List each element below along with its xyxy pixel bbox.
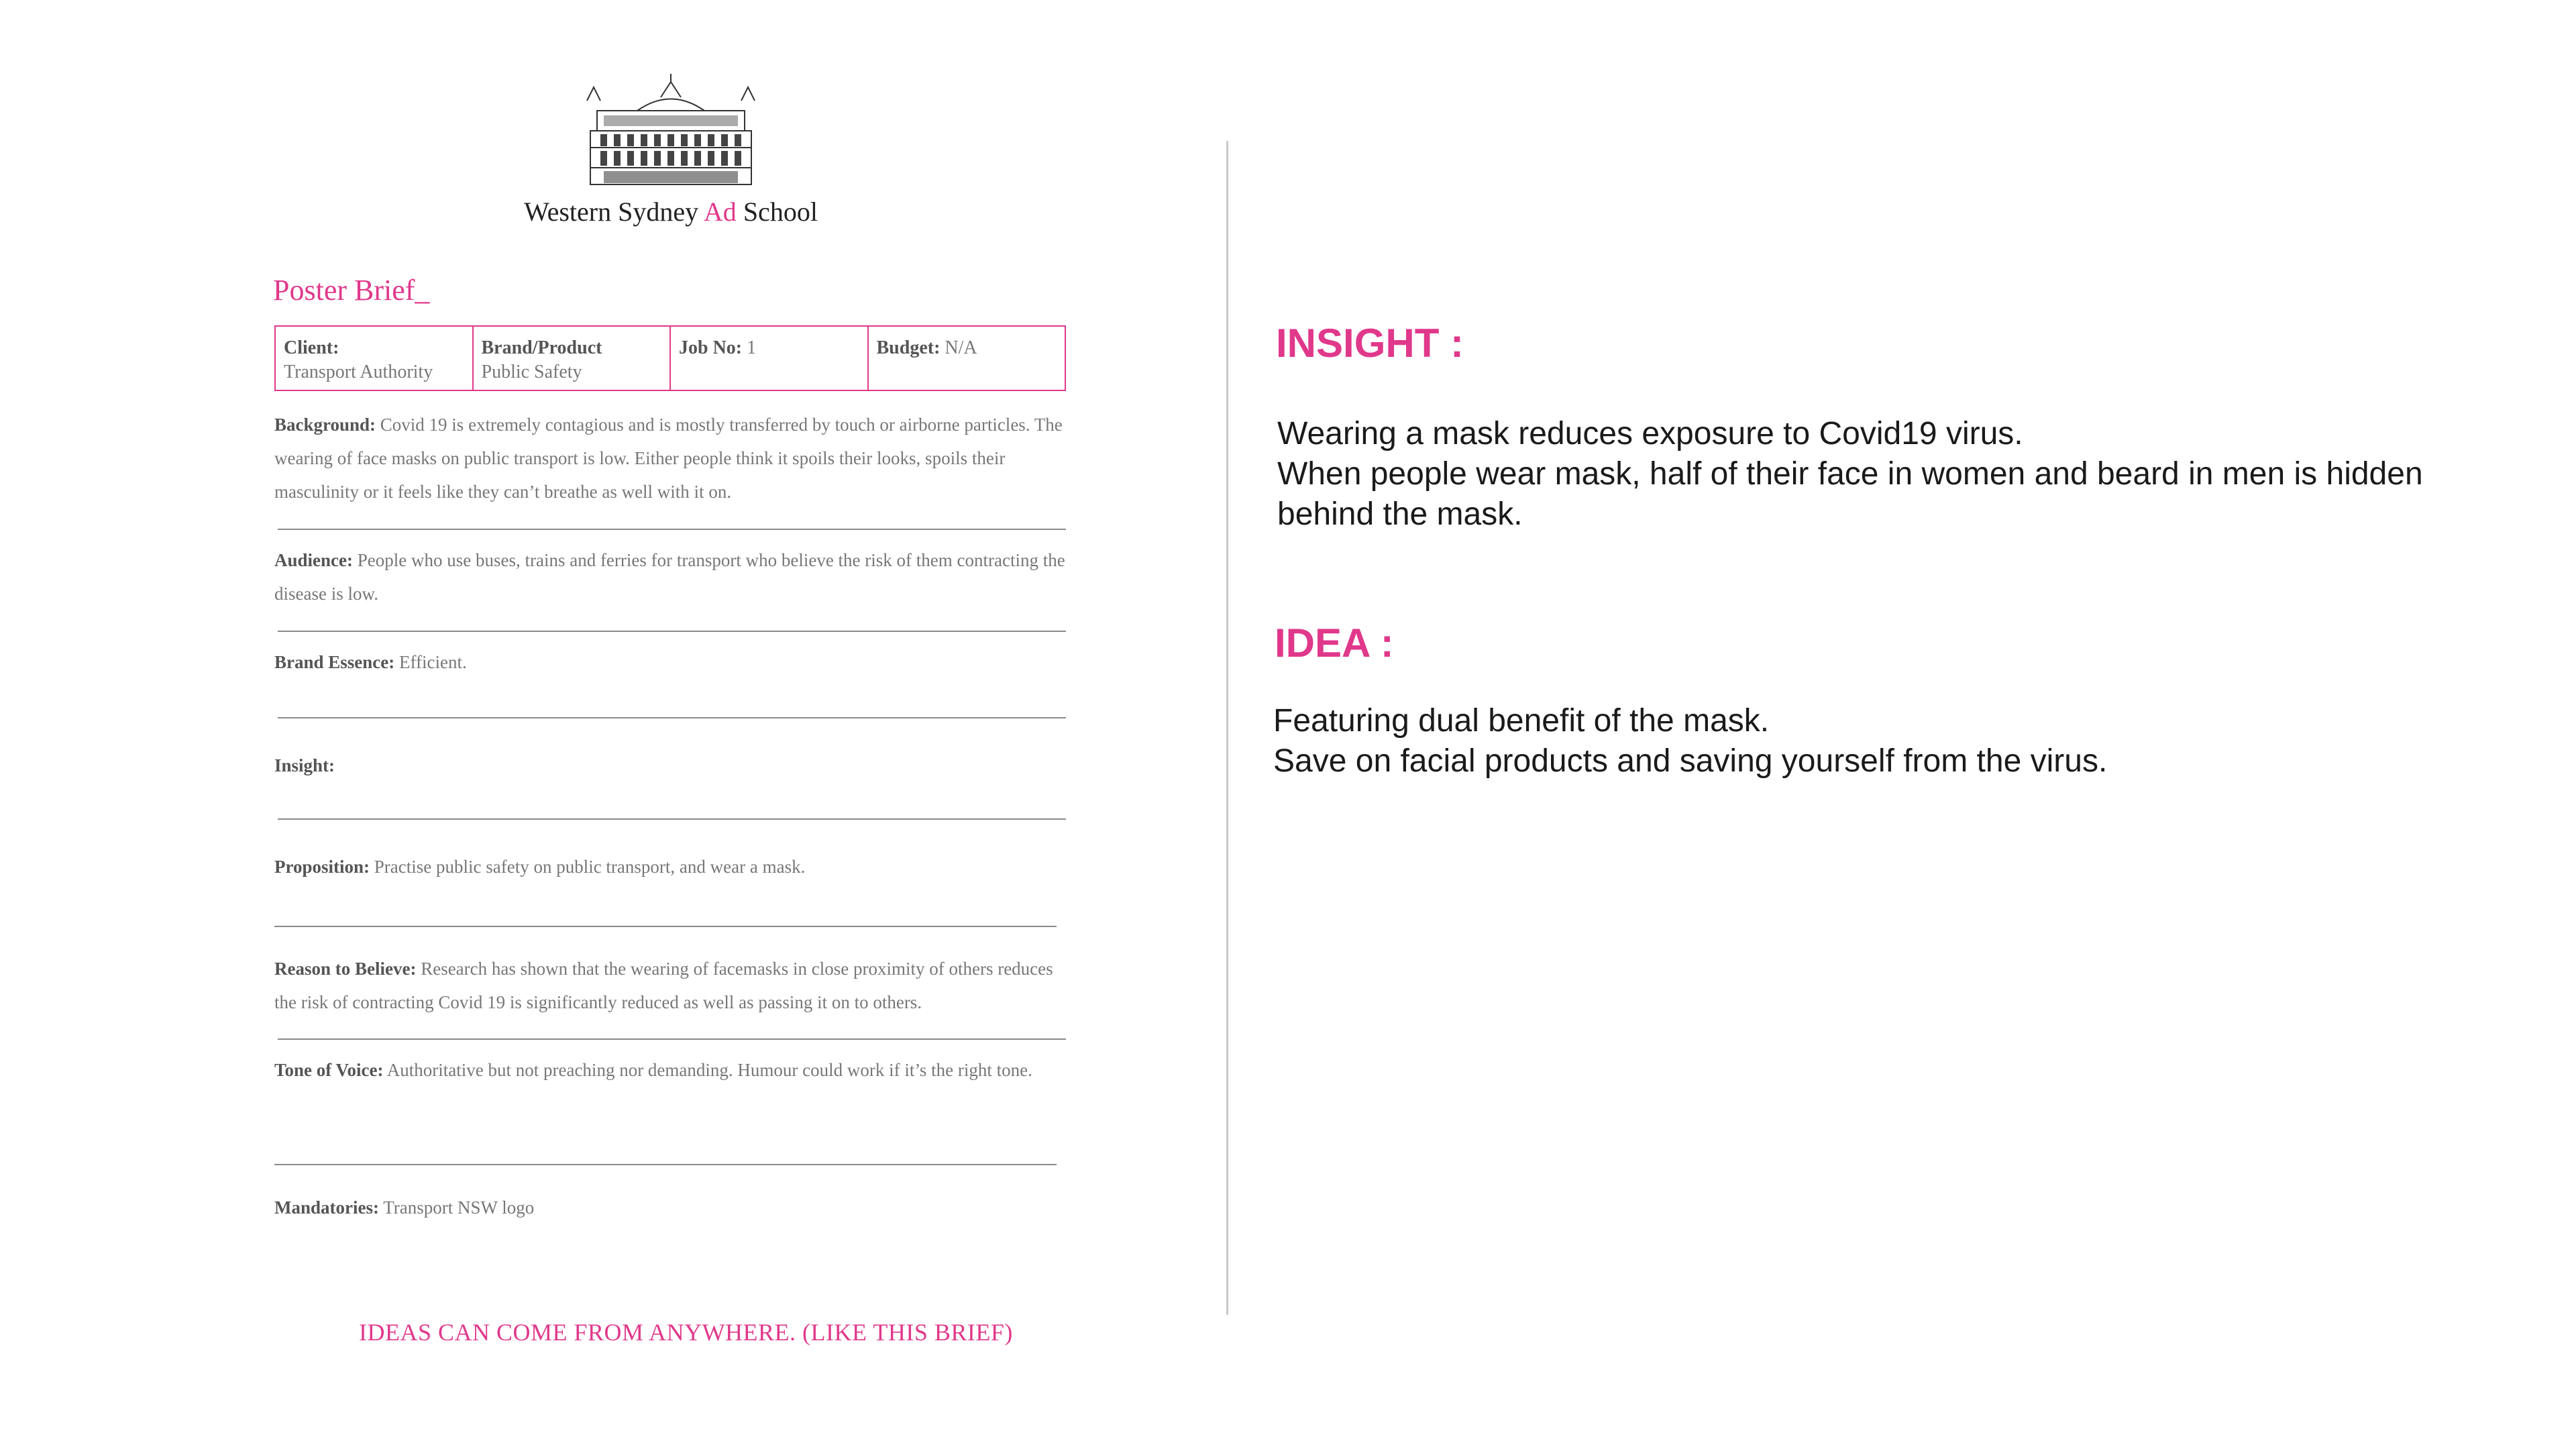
brief-footer-tagline: IDEAS CAN COME FROM ANYWHERE. (LIKE THIS BRIEF) [359,1319,1013,1346]
vertical-divider [1226,141,1228,1315]
job-no-cell: Job No: 1 [671,327,869,390]
reason-to-believe-field: Reason to Believe: Research has shown that the wearing of facemasks in close proximity of others reduces the risk of contracting Covid 19 is significantly reduced as well as passing it on to others. [274,959,1053,1012]
divider-rule [278,631,1066,632]
tone-of-voice-field: Tone of Voice: Authoritative but not preaching nor demanding. Humour could work if it’s the right tone. [274,1060,1032,1080]
insight-heading: INSIGHT : [1276,321,1464,366]
proposition-field: Proposition: Practise public safety on public transport, and wear a mask. [274,857,806,877]
school-name: Western Sydney Ad School [524,197,818,227]
insight-line: When people wear mask, half of their face in women and beard in men is hidden [1277,456,2423,492]
idea-heading: IDEA : [1275,621,1394,665]
insight-line: behind the mask. [1277,496,1523,532]
opera-house-illustration [577,74,765,201]
insight-body [1277,414,2423,535]
idea-body [1273,701,2107,782]
idea-line: Save on facial products and saving yourself from the virus. [1273,743,2108,779]
brief-info-table [274,325,1066,391]
idea-line: Featuring dual benefit of the mask. [1273,703,1770,739]
divider-rule [278,818,1066,820]
divider-rule [278,1038,1066,1040]
mandatories-field: Mandatories: Transport NSW logo [274,1197,535,1218]
background-field: Background: Covid 19 is extremely contagious and is mostly transferred by touch or airborne particles. The wearing of face masks on public transport is low. Either people think it spoils their looks, spoils their masculinity or it feels like they can’t breathe as well with it on. [274,415,1063,502]
client-cell: Client: Transport Authority [276,327,474,390]
brand-essence-field: Brand Essence: Efficient. [274,652,467,672]
divider-rule [278,717,1066,718]
school-logo [577,74,765,201]
brand-product-cell: Brand/Product Public Safety [474,327,672,390]
audience-field: Audience: People who use buses, trains and ferries for transport who believe the risk of them contracting the disease is low. [274,550,1065,604]
divider-rule [274,1164,1057,1165]
divider-rule [274,926,1057,927]
poster-brief-title: Poster Brief_ [273,274,430,307]
insight-field: Insight: [274,755,335,775]
budget-cell: Budget: N/A [876,337,977,358]
divider-rule [278,529,1066,530]
insight-line: Wearing a mask reduces exposure to Covid19 virus. [1277,416,2023,451]
